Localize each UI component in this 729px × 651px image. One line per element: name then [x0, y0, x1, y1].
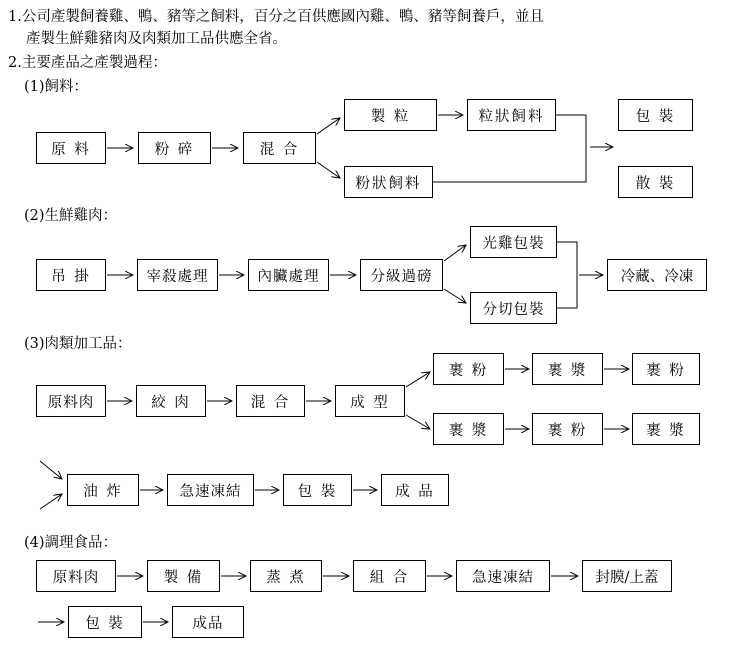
- chicken-chill-box: 冷藏、冷凍: [607, 259, 707, 291]
- arrow-shape-a: [406, 372, 430, 387]
- feed-powder-feed-box: 粉狀飼料: [344, 166, 433, 198]
- prepared-label: (4)調理食品：: [24, 535, 118, 551]
- processed-pack-box: 包 裝: [283, 474, 352, 506]
- intro-line-1: 1.公司產製飼養雞、鴨、豬等之飼料，百分之百供應國內雞、鴨、豬等飼養戶，並且: [8, 9, 544, 25]
- section-heading: 2.主要產品之產製過程：: [8, 55, 167, 71]
- processed-a2-box: 裹 漿: [532, 353, 603, 385]
- feed-label: (1)飼料：: [24, 79, 89, 95]
- prepared-seal-box: 封膜/上蓋: [582, 560, 672, 592]
- chicken-whole-pack-box: 光雞包裝: [470, 226, 557, 258]
- prepared-product-box: 成品: [172, 606, 244, 638]
- arrow-into-fry-2: [40, 494, 62, 509]
- processed-b3-box: 裹 漿: [632, 413, 700, 445]
- processed-mince-box: 絞 肉: [136, 385, 206, 417]
- feed-pellet-feed-box: 粒狀飼料: [467, 99, 556, 131]
- processed-b2-box: 裹 粉: [532, 413, 603, 445]
- processed-product-box: 成 品: [381, 474, 449, 506]
- chicken-label: (2)生鮮雞肉：: [24, 208, 118, 224]
- chicken-cut-pack-box: 分切包裝: [470, 292, 557, 324]
- processed-a3-box: 裹 粉: [632, 353, 700, 385]
- processed-label: (3)肉類加工品：: [24, 336, 132, 352]
- feed-crush-box: 粉 碎: [138, 132, 211, 164]
- prepared-freeze-box: 急速凍結: [456, 560, 550, 592]
- chicken-slaughter-box: 宰殺處理: [137, 259, 218, 291]
- arrow-grade-cut: [444, 289, 466, 303]
- processed-raw-meat-box: 原料肉: [36, 385, 106, 417]
- merge-line-chicken: [557, 242, 577, 308]
- feed-mix-box: 混 合: [243, 132, 316, 164]
- arrow-into-fry-1: [40, 461, 62, 479]
- processed-shape-box: 成 型: [335, 385, 405, 417]
- processed-mix-box: 混 合: [236, 385, 305, 417]
- prepared-pack-box: 包 裝: [68, 606, 142, 638]
- arrow-mix-pellet: [317, 118, 340, 134]
- prepared-raw-meat-box: 原料肉: [36, 560, 116, 592]
- feed-bulk-box: 散 裝: [618, 166, 693, 198]
- chicken-viscera-box: 內臟處理: [248, 259, 329, 291]
- processed-b1-box: 裹 漿: [433, 413, 504, 445]
- arrow-mix-powder: [317, 162, 340, 178]
- feed-raw-box: 原 料: [36, 132, 106, 164]
- arrow-grade-whole: [444, 245, 466, 261]
- chicken-hang-box: 吊 掛: [36, 259, 106, 291]
- chicken-grade-box: 分級過磅: [360, 259, 443, 291]
- intro-line-2: 產製生鮮雞豬肉及肉類加工品供應全省。: [26, 31, 287, 47]
- processed-fry-box: 油 炸: [67, 474, 139, 506]
- arrow-shape-b: [406, 415, 430, 429]
- prepared-steam-box: 蒸 煮: [250, 560, 322, 592]
- feed-pack-box: 包 裝: [618, 99, 693, 131]
- prepared-assemble-box: 組 合: [353, 560, 426, 592]
- processed-freeze-box: 急速凍結: [167, 474, 254, 506]
- feed-pellet-box: 製 粒: [344, 99, 437, 131]
- processed-a1-box: 裹 粉: [433, 353, 504, 385]
- prepared-prep-box: 製 備: [147, 560, 220, 592]
